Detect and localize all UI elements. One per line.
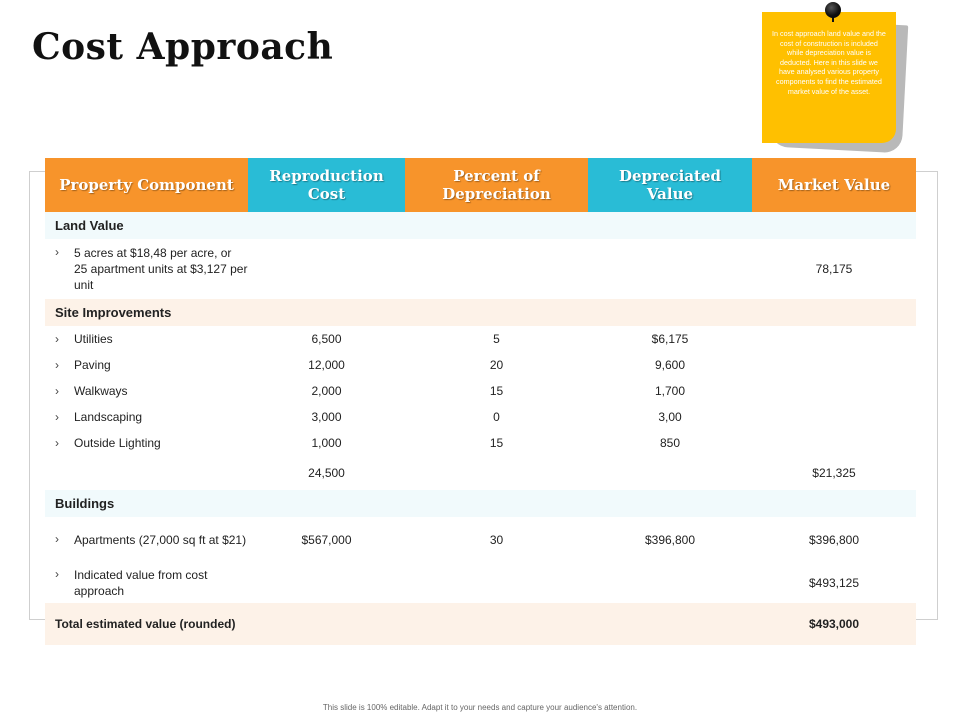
note-text: In cost approach land value and the cost of construction is included while depreciation value is deducted. Here in this slide we have analysed various property components to find the estimated market value of the asset.: [772, 29, 886, 96]
total-market: $493,000: [808, 617, 860, 631]
subtotal-row: [45, 456, 916, 490]
table-row: › Indicated value from cost approach $493,125: [55, 567, 860, 598]
row-label: › 5 acres at $18,48 per acre, or 25 apartment units at $3,127 per unit: [55, 245, 248, 292]
table-row: › Outside Lighting 1,000 15 850: [55, 436, 681, 450]
section-buildings: Buildings: [45, 490, 916, 517]
header-percent-depreciation: Percent of Depreciation: [405, 158, 588, 212]
chevron-right-icon: ›: [55, 410, 59, 424]
table-row: [45, 239, 916, 299]
chevron-right-icon: ›: [55, 358, 59, 372]
chevron-right-icon: ›: [55, 332, 59, 346]
table-row: › Paving 12,000 20 9,600: [55, 358, 686, 372]
pushpin-icon: [825, 2, 841, 18]
section-land-value: Land Value: [45, 212, 916, 239]
chevron-right-icon: ›: [55, 436, 59, 450]
table-row: › Apartments (27,000 sq ft at $21) $567,000 30 $396,800 $396,800: [55, 532, 860, 547]
sticky-note: [762, 12, 896, 143]
table-row: › Utilities 6,500 5 $6,175: [55, 332, 689, 346]
section-site-improvements: Site Improvements: [45, 299, 916, 326]
market-value-cell: 78,175: [815, 262, 853, 276]
chevron-right-icon: ›: [55, 532, 59, 546]
header-reproduction-cost: Reproduction Cost: [248, 158, 405, 212]
page-title: Cost Approach: [32, 26, 334, 68]
cost-table: [45, 158, 916, 645]
table-header: [45, 158, 916, 212]
chevron-right-icon: ›: [55, 245, 59, 259]
subtotal-market: $21,325: [812, 466, 856, 480]
subtotal-cost: 24,500: [308, 466, 345, 480]
total-row: [45, 603, 916, 645]
table-row: › Walkways 2,000 15 1,700: [55, 384, 686, 398]
header-depreciated-value: Depreciated Value: [588, 158, 752, 212]
table-row: › Landscaping 3,000 0 3,00: [55, 410, 682, 424]
header-market-value: Market Value: [752, 158, 916, 212]
chevron-right-icon: ›: [55, 384, 59, 398]
footer-note: This slide is 100% editable. Adapt it to your needs and capture your audience's attention.: [322, 703, 638, 712]
chevron-right-icon: ›: [55, 567, 59, 581]
header-property-component: Property Component: [45, 158, 248, 212]
total-label: Total estimated value (rounded): [55, 617, 236, 631]
